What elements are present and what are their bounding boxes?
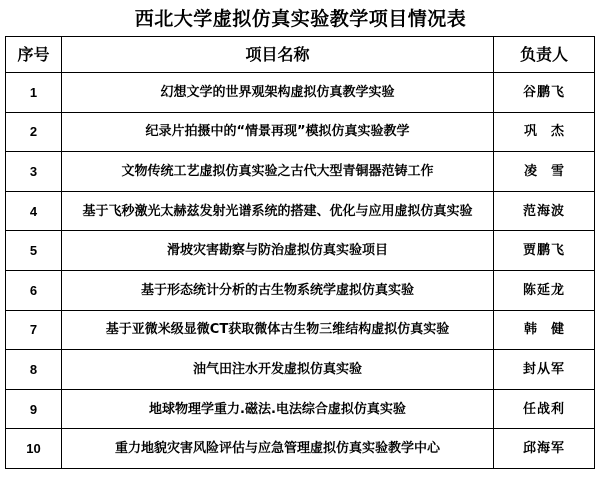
table-row xyxy=(6,270,595,310)
row-lead: 贾鹏飞 xyxy=(494,231,595,271)
table-row xyxy=(6,152,595,192)
row-index: 5 xyxy=(6,231,62,271)
row-index: 1 xyxy=(6,73,62,113)
row-project-name: 重力地貌灾害风险评估与应急管理虚拟仿真实验教学中心 xyxy=(62,429,494,469)
table-row xyxy=(6,73,595,113)
row-project-name: 滑坡灾害勘察与防治虚拟仿真实验项目 xyxy=(62,231,494,271)
table-header-row xyxy=(6,37,595,73)
row-project-name: 基于飞秒激光太赫兹发射光谱系统的搭建、优化与应用虚拟仿真实验 xyxy=(62,191,494,231)
row-project-name: 基于形态统计分析的古生物系统学虚拟仿真实验 xyxy=(62,270,494,310)
table-row xyxy=(6,191,595,231)
row-index: 9 xyxy=(6,389,62,429)
row-index: 6 xyxy=(6,270,62,310)
table-row xyxy=(6,310,595,350)
table-row xyxy=(6,389,595,429)
row-project-name: 纪录片拍摄中的“情景再现”模拟仿真实验教学 xyxy=(62,112,494,152)
row-index: 7 xyxy=(6,310,62,350)
projects-table xyxy=(5,36,595,469)
row-index: 10 xyxy=(6,429,62,469)
table-row xyxy=(6,231,595,271)
row-lead: 任战利 xyxy=(494,389,595,429)
row-index: 8 xyxy=(6,350,62,390)
row-index: 4 xyxy=(6,191,62,231)
page-title: 西北大学虚拟仿真实验教学项目情况表 xyxy=(134,8,467,30)
table-row xyxy=(6,112,595,152)
row-index: 2 xyxy=(6,112,62,152)
row-project-name: 基于亚微米级显微CT获取微体古生物三维结构虚拟仿真实验 xyxy=(62,310,494,350)
row-lead: 范海波 xyxy=(494,191,595,231)
row-lead: 谷鹏飞 xyxy=(494,73,595,113)
row-lead: 陈延龙 xyxy=(494,270,595,310)
table-row xyxy=(6,350,595,390)
row-project-name: 幻想文学的世界观架构虚拟仿真教学实验 xyxy=(62,73,494,113)
row-project-name: 油气田注水开发虚拟仿真实验 xyxy=(62,350,494,390)
row-lead: 巩杰 xyxy=(494,112,595,152)
header-lead: 负责人 xyxy=(494,37,595,73)
row-lead: 封从军 xyxy=(494,350,595,390)
header-project-name: 项目名称 xyxy=(62,37,494,73)
row-lead: 邱海军 xyxy=(494,429,595,469)
row-lead: 韩健 xyxy=(494,310,595,350)
header-index: 序号 xyxy=(6,37,62,73)
table-row xyxy=(6,429,595,469)
row-index: 3 xyxy=(6,152,62,192)
row-project-name: 地球物理学重力.磁法.电法综合虚拟仿真实验 xyxy=(62,389,494,429)
row-lead: 凌雪 xyxy=(494,152,595,192)
row-project-name: 文物传统工艺虚拟仿真实验之古代大型青铜器范铸工作 xyxy=(62,152,494,192)
